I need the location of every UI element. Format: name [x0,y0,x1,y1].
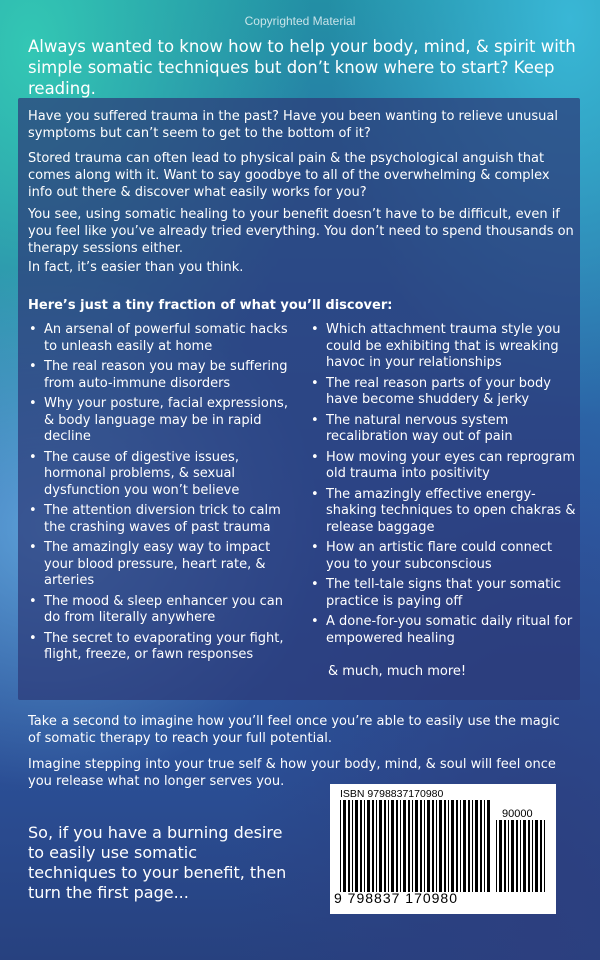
list-item: • Why your posture, facial expressions, & body language may be in rapid decline [29,396,288,444]
list-item: • The secret to evaporating your fight, flight, freeze, or fawn responses [29,630,284,662]
bullet-icon: • [29,503,37,518]
bullet-icon: • [29,359,37,374]
intro-paragraph-2: Stored trauma can often lead to physical pain & the psychological anguish that comes along with it. Want to say goodbye to all of the overwhelming & complex info out there & discover what easily works for you? [28,151,550,200]
isbn-digits: 9 798837 170980 [334,890,458,906]
bullet-icon: • [311,540,319,555]
list-item: • The real reason you may be suffering from auto-immune disorders [29,359,288,391]
intro-paragraph-1: Have you suffered trauma in the past? Have you been wanting to relieve unusual symptoms but can’t seem to get to the bottom of it? [28,109,558,141]
barcode-bars-icon [340,800,490,892]
list-item: • A done-for-you somatic daily ritual for empowered healing [311,614,573,646]
isbn-label: ISBN 9798837170980 [340,788,444,800]
list-item: • The cause of digestive issues, hormonal problems, & sexual dysfunction you won’t believe [29,449,240,498]
list-item: • Which attachment trauma style you could be exhibiting that is wreaking havoc in your relationships [311,322,561,370]
bullet-icon: • [29,396,37,411]
list-item: • How moving your eyes can reprogram old trauma into positivity [311,449,576,481]
bullet-icon: • [311,577,319,592]
list-item: • The attention diversion trick to calm the crashing waves of past trauma [29,503,281,535]
list-item: • The real reason parts of your body have become shuddery & jerky [311,375,551,407]
headline: Always wanted to know how to help your body, mind, & spirit with simple somatic techniques but don’t know where to start? Keep reading. [28,37,576,98]
outro-paragraph-2: Imagine stepping into your true self & how your body, mind, & soul will feel once you release what no longer serves you. [28,757,556,789]
content-panel [18,98,580,700]
outro-paragraph-1: Take a second to imagine how you’ll feel once you’re able to easily use the magic of somatic therapy to reach your full potential. [28,714,560,746]
bullet-icon: • [29,593,37,609]
bullet-icon: • [29,540,37,555]
list-item: • The amazingly easy way to impact your blood pressure, heart rate, & arteries [29,540,271,588]
bullet-list-left [28,322,300,668]
bullet-icon: • [311,449,319,465]
bullet-list-right [310,322,578,651]
list-item: • The natural nervous system recalibration way out of pain [311,412,513,444]
addon-barcode-bars-icon [496,820,548,892]
discover-heading: Here’s just a tiny fraction of what you’ll discover: [28,298,393,313]
bullet-icon: • [311,412,319,428]
bullet-icon: • [29,630,37,646]
list-item: • The mood & sleep enhancer you can do from literally anywhere [29,593,283,625]
list-item: • The amazingly effective energy-shaking techniques to open chakras & release baggage [311,486,576,535]
intro-paragraph-3: You see, using somatic healing to your benefit doesn’t have to be difficult, even if you feel like you’ve already tried everything. You don’t need to spend thousands on therapy sessions either. [28,207,574,256]
bullet-icon: • [311,486,319,502]
more-text: & much, much more! [328,664,467,679]
bullet-icon: • [311,322,319,337]
list-item: • How an artistic flare could connect you to your subconscious [311,540,553,572]
isbn-barcode [330,784,556,914]
price-addon-label: 90000 [502,808,533,820]
watermark: Copyrighted Material [244,14,356,28]
bullet-icon: • [311,614,319,629]
closing-call-to-action: So, if you have a burning desire to easily use somatic techniques to your benefit, then turn the first page... [28,823,287,902]
bullet-icon: • [311,375,319,391]
intro-paragraph-4: In fact, it’s easier than you think. [28,260,244,275]
list-item: • The tell-tale signs that your somatic practice is paying off [311,577,562,609]
list-item: • An arsenal of powerful somatic hacks to unleash easily at home [29,322,288,354]
bullet-icon: • [29,322,37,337]
bullet-icon: • [29,449,37,465]
